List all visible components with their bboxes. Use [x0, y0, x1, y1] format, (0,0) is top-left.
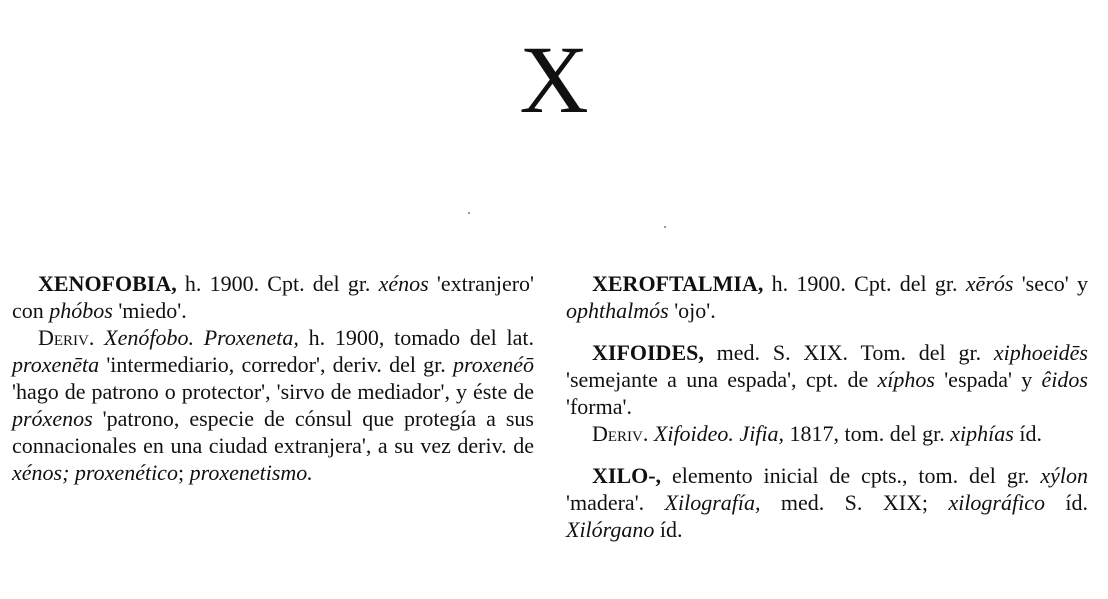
etymon: xiphías — [950, 421, 1014, 446]
entry-text: 'forma'. — [566, 394, 632, 419]
derived-term: Xilórgano — [566, 517, 655, 542]
entry-text: 'miedo'. — [112, 298, 187, 323]
entry-text: 'patrono, especie de cónsul que protegía a sus connacionales en una ciudad extranjera', a su vez deriv. de — [12, 406, 534, 458]
entry-xenofobia — [12, 270, 534, 486]
entry-xeroftalmia-definition — [566, 270, 1088, 324]
entry-text: 'seco' y — [1013, 271, 1088, 296]
etymon: xénos — [378, 271, 429, 296]
entry-text — [94, 325, 104, 350]
entry-text: 'hago de patrono o protector', 'sirvo de mediador', y éste de — [12, 379, 534, 404]
print-speck — [468, 212, 470, 214]
etymon: proxenéō — [452, 352, 534, 377]
entry-text: íd. — [1044, 490, 1088, 515]
right-column — [566, 270, 1088, 558]
entry-text: elemento inicial de cpts., tom. del gr. — [661, 463, 1041, 488]
derived-term: proxenetismo. — [189, 460, 313, 485]
deriv-label: Deriv. — [592, 421, 649, 446]
entry-text: ; — [177, 460, 190, 485]
derived-term: Xilografía, — [664, 490, 761, 515]
entry-text: med. S. XIX; — [760, 490, 949, 515]
etymon: êidos — [1041, 367, 1088, 392]
left-column — [12, 270, 534, 501]
entry-text: h. 1900. Cpt. del gr. — [176, 271, 379, 296]
entry-text: 1817, tom. del gr. — [784, 421, 951, 446]
deriv-label: Deriv. — [38, 325, 95, 350]
print-speck — [664, 226, 666, 228]
derived-term: xilográfico — [948, 490, 1045, 515]
entry-xifoides-definition — [566, 339, 1088, 420]
entry-text: íd. — [654, 517, 683, 542]
etymon: xýlon — [1040, 463, 1088, 488]
headword-xifoides: XIFOIDES, — [592, 340, 704, 365]
etymon: ophthalmós — [566, 298, 669, 323]
etymon: xíphos — [877, 367, 935, 392]
entry-text: 'intermediario, corredor', deriv. del gr. — [99, 352, 453, 377]
entry-text: h. 1900, tomado del lat. — [298, 325, 535, 350]
entry-xifoides — [566, 339, 1088, 447]
headword-xilo: XILO-, — [592, 463, 662, 488]
headword-xeroftalmia: XEROFTALMIA, — [592, 271, 764, 296]
section-letter-heading: X — [519, 26, 589, 133]
entry-xenofobia-derivatives — [12, 324, 534, 486]
entry-text: 'madera'. — [566, 490, 665, 515]
etymon: xiphoeidēs — [993, 340, 1088, 365]
derived-term: proxenético — [74, 460, 178, 485]
entry-text: med. S. XIX. Tom. del gr. — [703, 340, 994, 365]
entry-text: 'extranjero' con — [12, 271, 534, 323]
derived-term: Xifoideo. Jifia, — [653, 421, 785, 446]
etymon: xénos; — [12, 460, 70, 485]
etymon: xērós — [965, 271, 1014, 296]
entry-xilo — [566, 462, 1088, 543]
etymon: próxenos — [12, 406, 93, 431]
entry-text: íd. — [1013, 421, 1042, 446]
derived-term: Xenófobo. Proxeneta, — [104, 325, 299, 350]
entry-text: 'espada' y — [934, 367, 1042, 392]
entry-text: 'semejante a una espada', cpt. de — [566, 367, 878, 392]
entry-text: h. 1900. Cpt. del gr. — [763, 271, 966, 296]
entry-xifoides-derivatives — [566, 420, 1088, 447]
entry-xenofobia-definition — [12, 270, 534, 324]
etymon: proxenēta — [12, 352, 100, 377]
headword-xenofobia: XENOFOBIA, — [38, 271, 177, 296]
entry-text: 'ojo'. — [668, 298, 716, 323]
entry-xeroftalmia — [566, 270, 1088, 324]
etymon: phóbos — [49, 298, 113, 323]
entry-xilo-definition — [566, 462, 1088, 543]
